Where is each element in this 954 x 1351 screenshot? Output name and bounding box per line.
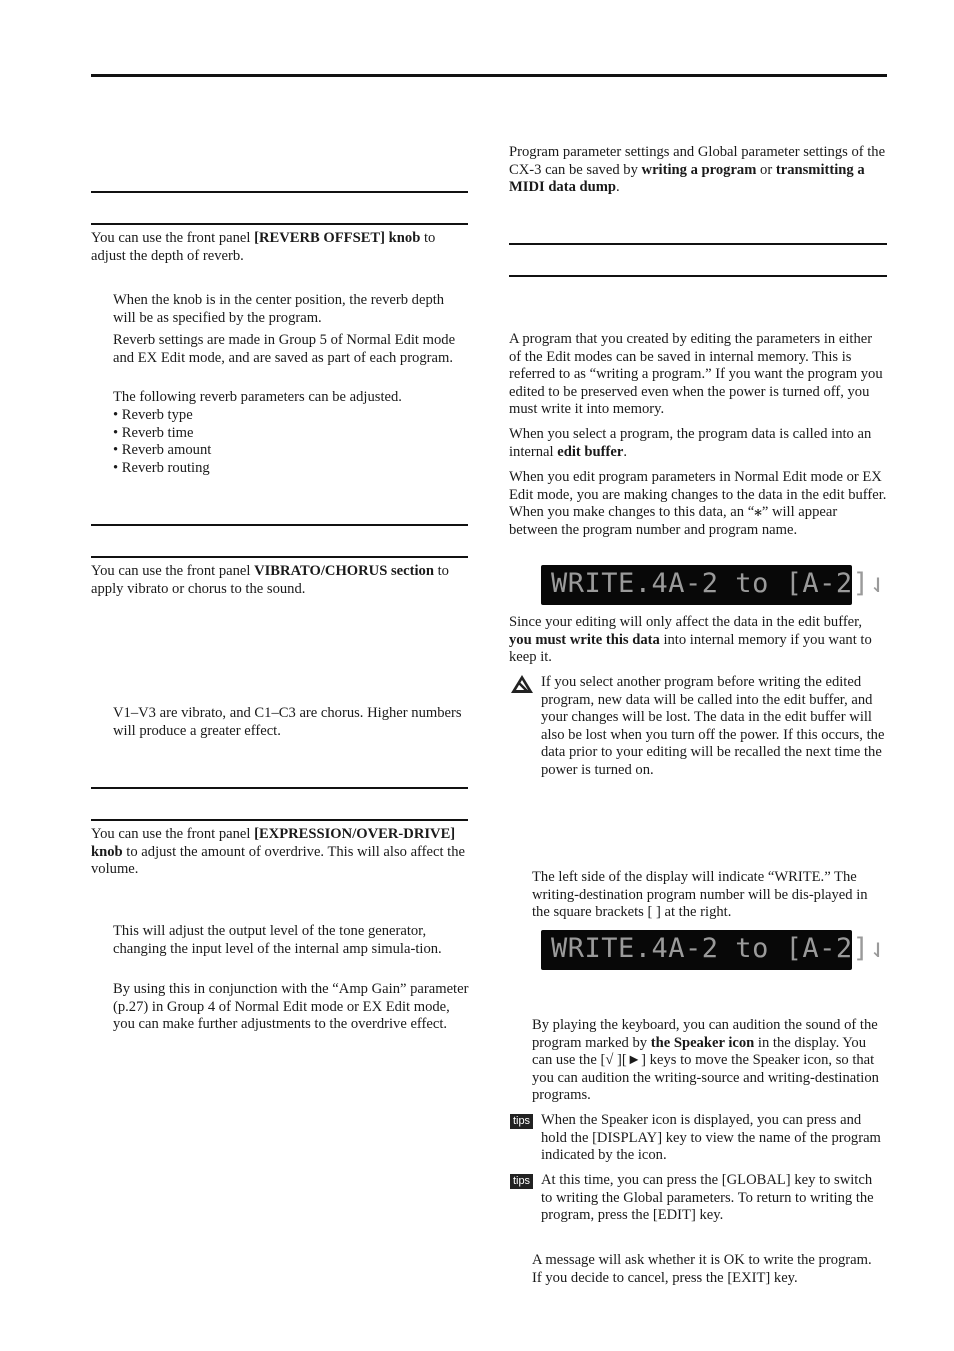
- reverb-intro: You can use the front panel [REVERB OFFSET] knob to adjust the depth of reverb.: [91, 230, 436, 264]
- must-write-para: Since your editing will only affect the data in the edit buffer, you must write this data into internal memory if you want to keep it.: [509, 614, 872, 666]
- lcd-display: WRITE.4A-2 to [A-2]⇃: [541, 565, 852, 605]
- section-rule: [509, 275, 887, 277]
- section-rule: [91, 787, 468, 789]
- section-rule: [509, 243, 887, 245]
- section-rule: [91, 819, 468, 821]
- write-intro: Program parameter settings and Global parameter settings of the CX-3 can be saved by writing a program or transmitting a MIDI data dump.: [509, 144, 886, 196]
- list-item: • Reverb amount: [113, 442, 212, 459]
- reverb-param-list: [113, 407, 469, 477]
- step-audition: By playing the keyboard, you can audition the sound of the program marked by the Speaker icon in the display. You can use the [√ ][►] keys to move the Speaker icon, so that you can audition the writing-source and writing-destination programs.: [532, 1017, 879, 1104]
- tip-display-key: When the Speaker icon is displayed, you can press and hold the [DISPLAY] key to view the name of the program indicated by the icon.: [541, 1112, 881, 1164]
- edit-buffer-para: When you select a program, the program data is called into an internal edit buffer.: [509, 426, 872, 460]
- overdrive-note-ampgain: By using this in conjunction with the “Amp Gain” parameter (p.27) in Group 4 of Normal Edit mode or EX Edit mode, you can make further adjustments to the overdrive effect.: [113, 981, 469, 1033]
- reverb-note-params: The following reverb parameters can be adjusted.: [113, 389, 402, 405]
- tip-global-key: At this time, you can press the [GLOBAL] key to switch to writing the Global parameters. To return to writing the program, press the [EDIT] key.: [541, 1172, 874, 1224]
- lcd-display: WRITE.4A-2 to [A-2]⇃: [541, 930, 852, 970]
- section-rule: [91, 556, 468, 558]
- overdrive-note-level: This will adjust the output level of the tone generator, changing the input level of the internal amp simula-tion.: [113, 923, 442, 957]
- section-rule: [91, 223, 468, 225]
- tips-icon: tips: [510, 1114, 533, 1129]
- asterisk-icon: ⁎: [754, 504, 762, 521]
- list-item: • Reverb routing: [113, 459, 210, 476]
- write-para-intro: A program that you created by editing the parameters in either of the Edit modes can be saved in internal memory. This is referred to as “writing a program.” If you want the program you edited to be preserved even when the power is turned off, you must write it into memory.: [509, 331, 883, 418]
- vibrato-note: V1–V3 are vibrato, and C1–C3 are chorus. Higher numbers will produce a greater effect.: [113, 705, 462, 739]
- overdrive-intro: You can use the front panel [EXPRESSION/OVER-DRIVE] knob to adjust the amount of overdrive. This will also affect the volume.: [91, 826, 465, 878]
- vibrato-intro: You can use the front panel VIBRATO/CHORUS section to apply vibrato or chorus to the sound.: [91, 563, 449, 597]
- speaker-icon: ⇃: [869, 568, 887, 599]
- page-top-rule: [91, 74, 887, 77]
- warning-icon: [510, 674, 534, 694]
- reverb-note-center: When the knob is in the center position, the reverb depth will be as specified by the program.: [113, 292, 445, 326]
- step-write-display: The left side of the display will indicate “WRITE.” The writing-destination program number will be dis-played in the square brackets [ ] at the right.: [532, 869, 868, 921]
- tips-icon: tips: [510, 1174, 533, 1189]
- section-rule: [91, 191, 468, 193]
- speaker-icon: ⇃: [869, 933, 887, 964]
- step-confirm: A message will ask whether it is OK to write the program. If you decide to cancel, press the [EXIT] key.: [532, 1252, 872, 1286]
- list-item: • Reverb type: [113, 407, 193, 423]
- edit-mark-para: When you edit program parameters in Normal Edit mode or EX Edit mode, you are making changes to the data in the edit buffer. When you make changes to this data, an “⁎” will appear between the program number and program name.: [509, 469, 887, 538]
- warning-text: If you select another program before writing the edited program, new data will be called into the edit buffer, and your changes will be lost. The data in the edit buffer will also be lost when you turn off the power. If this occurs, the data prior to your editing will be recalled the next time the power is turned on.: [541, 674, 885, 778]
- list-item: • Reverb time: [113, 424, 194, 441]
- section-rule: [91, 524, 468, 526]
- reverb-note-group: Reverb settings are made in Group 5 of Normal Edit mode and EX Edit mode, and are saved as part of each program.: [113, 332, 456, 366]
